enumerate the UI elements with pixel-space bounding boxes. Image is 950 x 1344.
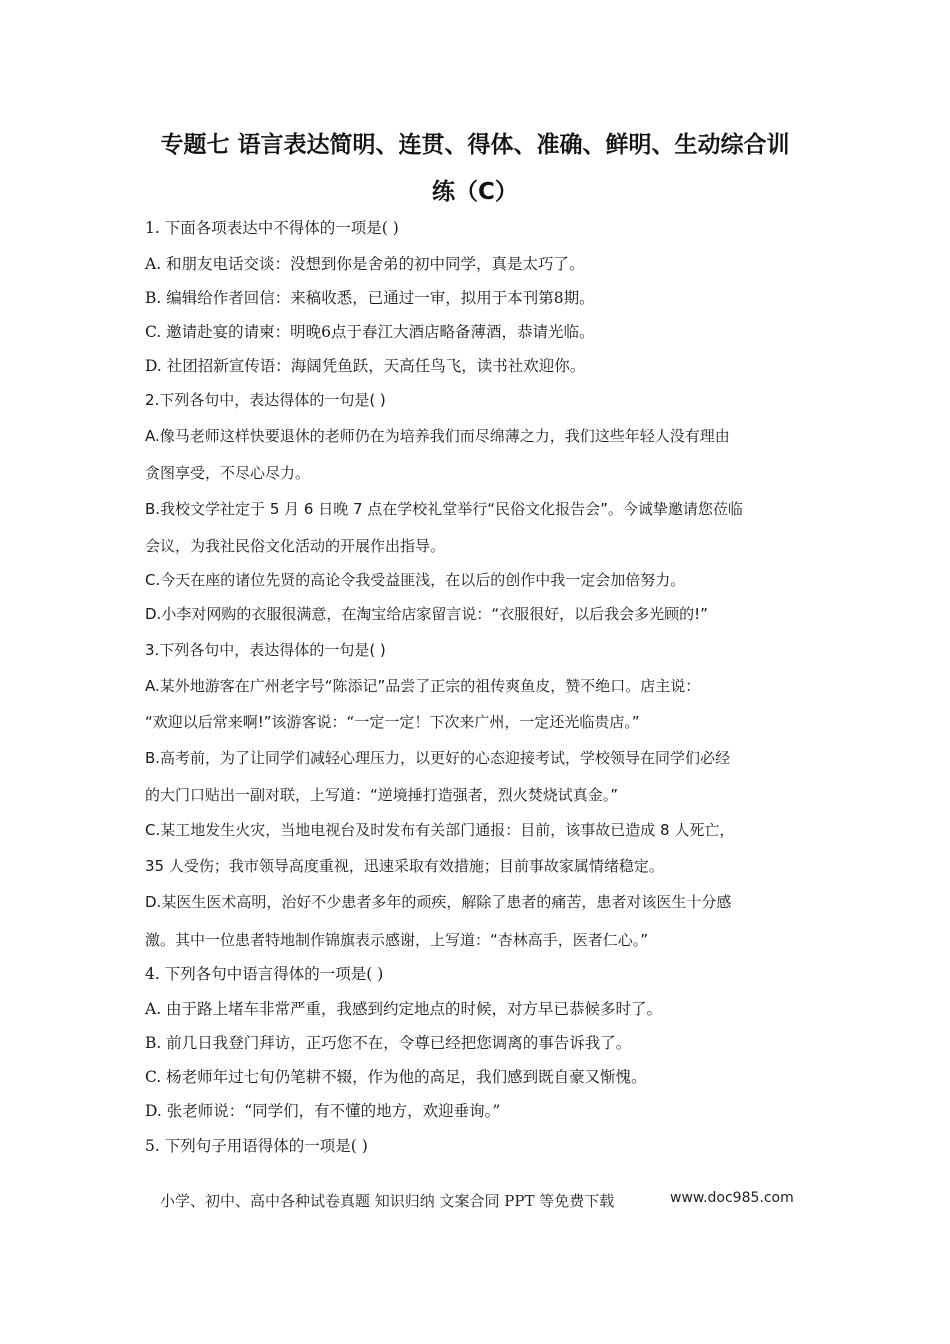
question-4-option-b: B. 前几日我登门拜访，正巧您不在，令尊已经把您调离的事告诉我了。: [145, 1034, 632, 1052]
question-2-option-c: C.今天在座的诸位先贤的高论令我受益匪浅，在以后的创作中我一定会加倍努力。: [145, 571, 686, 589]
question-4-stem: 4. 下列各句中语言得体的一项是( ): [145, 965, 384, 983]
question-2-option-a-line-1: A.像马老师这样快要退休的老师仍在为培养我们而尽绵薄之力，我们这些年轻人没有理由: [145, 427, 730, 445]
question-1-option-d: D. 社团招新宣传语：海阔凭鱼跃，天高任鸟飞，读书社欢迎你。: [145, 357, 586, 375]
question-1-option-a: A. 和朋友电话交谈：没想到你是舍弟的初中同学，真是太巧了。: [145, 255, 585, 273]
question-3-option-a-line-2: “欢迎以后常来啊!”该游客说：“一定一定！下次来广州，一定还光临贵店。”: [145, 713, 640, 731]
question-2-option-b-line-1: B.我校文学社定于 5 月 6 日晚 7 点在学校礼堂举行“民俗文化报告会”。今诚挚邀请您莅临: [145, 500, 743, 518]
question-3-stem: 3.下列各句中，表达得体的一句是( ): [145, 641, 386, 659]
footer-text: 小学、初中、高中各种试卷真题 知识归纳 文案合同 PPT 等免费下载: [160, 1192, 615, 1210]
question-2-option-d: D.小李对网购的衣服很满意，在淘宝给店家留言说：“衣服很好，以后我会多光顾的!”: [145, 605, 708, 623]
question-3-option-b-line-1: B.高考前，为了让同学们减轻心理压力，以更好的心态迎接考试，学校领导在同学们必经: [145, 749, 731, 767]
footer-site-link[interactable]: www.doc985.com: [670, 1190, 794, 1206]
question-1-option-b: B. 编辑给作者回信：来稿收悉，已通过一审，拟用于本刊第8期。: [145, 289, 595, 307]
question-4-option-c: C. 杨老师年过七旬仍笔耕不辍，作为他的高足，我们感到既自豪又惭愧。: [145, 1068, 647, 1086]
question-3-option-c-line-2: 35 人受伤；我市领导高度重视，迅速采取有效措施；目前事故家属情绪稳定。: [145, 857, 664, 875]
question-1-stem: 1. 下面各项表达中不得体的一项是( ): [145, 219, 399, 237]
question-2-option-a-line-2: 贪图享受，不尽心尽力。: [145, 464, 311, 482]
page-footer: [160, 1190, 800, 1211]
question-5-stem: 5. 下列句子用语得体的一项是( ): [145, 1137, 368, 1155]
question-3-option-a-line-1: A.某外地游客在广州老字号“陈添记”品尝了正宗的祖传爽鱼皮，赞不绝口。店主说：: [145, 677, 701, 695]
question-4-option-d: D. 张老师说：“同学们，有不懂的地方，欢迎垂询。”: [145, 1102, 501, 1120]
question-1-option-c: C. 邀请赴宴的请柬：明晚6点于春江大酒店略备薄酒，恭请光临。: [145, 323, 595, 341]
question-3-option-d-line-1: D.某医生医术高明，治好不少患者多年的顽疾，解除了患者的痛苦，患者对该医生十分感: [145, 893, 732, 911]
question-3-option-c-line-1: C.某工地发生火灾，当地电视台及时发布有关部门通报：目前，该事故已造成 8 人死亡，: [145, 821, 735, 839]
document-title-line-1: 专题七 语言表达简明、连贯、得体、准确、鲜明、生动综合训: [160, 132, 790, 158]
question-2-stem: 2.下列各句中，表达得体的一句是( ): [145, 391, 386, 409]
question-4-option-a: A. 由于路上堵车非常严重，我感到约定地点的时候，对方早已恭候多时了。: [145, 1000, 663, 1018]
question-2-option-b-line-2: 会议，为我社民俗文化活动的开展作出指导。: [145, 537, 446, 555]
question-3-option-b-line-2: 的大门口贴出一副对联，上写道：“逆境捶打造强者，烈火焚烧试真金。”: [145, 786, 619, 804]
document-title-line-2: 练（C）: [432, 179, 518, 205]
question-3-option-d-line-2: 激。其中一位患者特地制作锦旗表示感谢，上写道：“杏林高手，医者仁心。”: [145, 931, 649, 949]
